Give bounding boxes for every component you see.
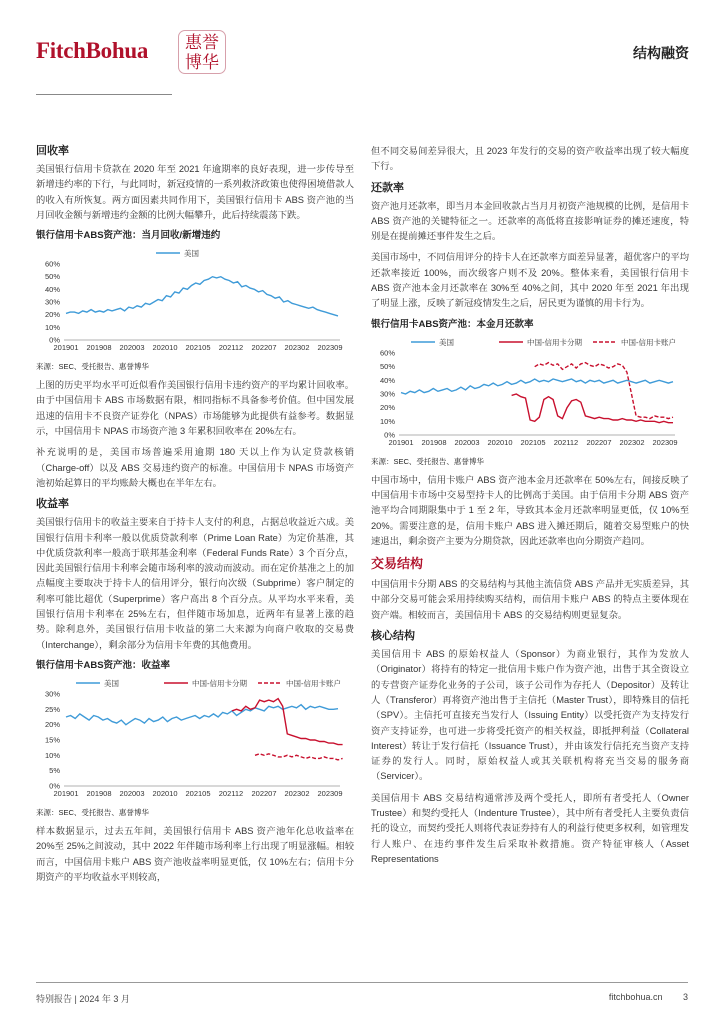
y-tick-label: 15% bbox=[44, 735, 60, 745]
paragraph: 但不同交易间差异很大，且 2023 年发行的交易的资产收益率出现了较大幅度下行。 bbox=[371, 146, 689, 172]
header-divider bbox=[36, 94, 172, 95]
y-tick-label: 50% bbox=[379, 361, 395, 371]
series-line bbox=[512, 394, 673, 423]
x-tick-label: 202302 bbox=[284, 343, 310, 353]
x-tick-label: 202207 bbox=[251, 788, 277, 798]
x-tick-label: 202010 bbox=[487, 437, 513, 447]
x-tick-label: 202207 bbox=[586, 437, 612, 447]
x-tick-label: 202309 bbox=[652, 437, 678, 447]
x-tick-label: 202112 bbox=[218, 343, 244, 353]
paragraph: 资产池月还款率，即当月本金回收款占当月月初资产池规模的比例，是信用卡 ABS 资产池的关键特征之一。还款率的高低将直接影响证券的摊还速度，特别是在提前摊还事件发生之后。 bbox=[371, 200, 689, 242]
series-line bbox=[66, 705, 338, 725]
paragraph: 美国信用卡 ABS 的原始权益人（Sponsor）为商业银行，其作为发放人（Originator）将持有的特定一批信用卡账户作为资产池，出售于其全资设立的专营资产证券化业务的子公司，该子公司作为存托人（Depositor）及转让人（Transferor）再将资产池出售于主信托（Master Trust），即特殊目的信托（SPV）。主信托可直接充当发行人（Issuing Entity）以受托资产为支持发行资产支持证券，也可进一步将受托资产的相关权益，即抵押利益（Collateral Interest）转让于发行信托（Issuance Trust），并由该发行信托充当资产支持证券的发行人。同时，原始权益人或其关联机构将充当交易的服务商（Servicer）。 bbox=[371, 649, 689, 782]
x-tick-label: 202003 bbox=[119, 788, 145, 798]
footer-right bbox=[591, 992, 688, 1002]
series-line bbox=[232, 699, 343, 745]
footer-divider bbox=[36, 982, 688, 983]
chart-title: 银行信用卡ABS资产池：当月回收/新增违约 bbox=[36, 230, 221, 242]
heading-transaction-structure: 交易结构 bbox=[371, 556, 424, 572]
x-tick-label: 201901 bbox=[53, 343, 79, 353]
footer-report-label: 特别报告 | 2024 年 3 月 bbox=[36, 994, 130, 1004]
x-tick-label: 202309 bbox=[317, 343, 343, 353]
legend-label: 中国-信用卡分期 bbox=[527, 337, 582, 347]
y-tick-label: 10% bbox=[379, 416, 395, 426]
paragraph: 上图的历史平均水平可近似看作美国银行信用卡违约资产的平均累计回收率。由于中国信用卡 ABS 市场数据有限，相同指标不具备参考价值。但中国发展迅速的信用卡不良资产证券化（NPAS）市场能够为此提供有益参考。数据显示，中国信用卡 NPAS 市场资产池 3 年累积回收率在 20%左右。 bbox=[36, 380, 354, 437]
y-tick-label: 30% bbox=[44, 689, 60, 699]
legend-label: 美国 bbox=[104, 678, 119, 688]
y-tick-label: 20% bbox=[44, 310, 60, 320]
x-tick-label: 202302 bbox=[619, 437, 645, 447]
y-tick-label: 10% bbox=[44, 750, 60, 760]
legend-label: 中国-信用卡账户 bbox=[621, 337, 676, 347]
series-line bbox=[255, 754, 343, 760]
seal-line-2: 博华 bbox=[185, 53, 219, 73]
x-tick-label: 202003 bbox=[454, 437, 480, 447]
paragraph: 美国银行信用卡的收益主要来自于持卡人支付的利息，占据总收益近六成。美国银行信用卡利率一般以优质贷款利率（Prime Loan Rate）为定价基准，其中优质贷款利率一般高于联邦基金利率（Federal Funds Rate）3 个百分点，因此美国银行信用卡利率会随市场利率的波动而波动。而在定价基准之上的加点幅度主要取决于持卡人的信用评分，银行向次级（Subprime）客户制定的利率可能比超优（Superprime）客户高出 8 个百分点。从平均水平来看，美国银行信用卡利率在 25%左右，但伴随市场加息，近两年有显著上涨的趋势。除利息外，美国银行信用卡收益的第二大来源为向商户收取的交易费（Interchange），剩余部分为信用卡年费的其他费用。 bbox=[36, 517, 354, 650]
x-tick-label: 202105 bbox=[520, 437, 546, 447]
y-tick-label: 25% bbox=[44, 704, 60, 714]
legend-label: 中国-信用卡分期 bbox=[192, 678, 247, 688]
x-tick-label: 201908 bbox=[421, 437, 447, 447]
page-number: 3 bbox=[682, 992, 688, 1002]
heading-payment-rate: 还款率 bbox=[371, 181, 404, 194]
x-tick-label: 202112 bbox=[218, 788, 244, 798]
y-tick-label: 20% bbox=[379, 402, 395, 412]
company-logo-text: FitchBohua bbox=[36, 38, 149, 63]
x-tick-label: 201901 bbox=[388, 437, 414, 447]
y-tick-label: 0% bbox=[384, 430, 395, 440]
series-line bbox=[66, 277, 338, 316]
x-tick-label: 202010 bbox=[152, 788, 178, 798]
y-tick-label: 0% bbox=[49, 781, 60, 791]
x-tick-label: 202105 bbox=[185, 788, 211, 798]
x-tick-label: 202010 bbox=[152, 343, 178, 353]
y-tick-label: 60% bbox=[44, 259, 60, 269]
y-tick-label: 50% bbox=[44, 272, 60, 282]
section-title: 结构融资 bbox=[633, 45, 689, 61]
paragraph: 中国市场中，信用卡账户 ABS 资产池本金月还款率在 50%左右，间接反映了中国信用卡市场中交易型持卡人的比例高于美国。由于信用卡分期 ABS 资产池平均合同期限集中于 1 至 2 年，导致其本金月还款率明显更低，仅 10%至 20%。需要注意的是，信用卡账户 ABS 进入摊还期后，随着交易型账户的快速退出，剩余资产主要为分期贷款，因此还款率也向分期资产趋同。 bbox=[371, 474, 689, 546]
paragraph: 补充说明的是，美国市场普遍采用逾期 180 天以上作为认定贷款核销（Charge-off）以及 ABS 交易违约资产的标准。中国信用卡 NPAS 市场资产池初始起算日的平均账龄大概也在半年左右。 bbox=[36, 447, 354, 488]
legend-label: 美国 bbox=[439, 337, 454, 347]
x-tick-label: 202207 bbox=[251, 343, 277, 353]
chart-source: 来源：SEC、受托报告、惠誉博华 bbox=[36, 807, 149, 817]
chart-title: 银行信用卡ABS资产池：本金月还款率 bbox=[371, 318, 534, 330]
y-tick-label: 10% bbox=[44, 323, 60, 333]
y-tick-label: 30% bbox=[379, 389, 395, 399]
legend-label: 美国 bbox=[184, 249, 199, 259]
x-tick-label: 201908 bbox=[86, 788, 112, 798]
seal-line-1: 惠誉 bbox=[185, 33, 219, 53]
y-tick-label: 5% bbox=[49, 766, 60, 776]
y-tick-label: 40% bbox=[379, 375, 395, 385]
series-line bbox=[401, 379, 673, 394]
x-tick-label: 201908 bbox=[86, 343, 112, 353]
yield-chart bbox=[36, 674, 354, 802]
y-tick-label: 60% bbox=[379, 348, 395, 358]
y-tick-label: 20% bbox=[44, 720, 60, 730]
heading-yield: 收益率 bbox=[36, 498, 69, 511]
payment-rate-chart bbox=[371, 333, 689, 451]
x-tick-label: 202112 bbox=[553, 437, 579, 447]
heading-recovery: 回收率 bbox=[36, 145, 69, 157]
chart-title: 银行信用卡ABS资产池：收益率 bbox=[36, 659, 171, 671]
paragraph: 样本数据显示，过去五年间，美国银行信用卡 ABS 资产池年化总收益率在 20%至 25%之间波动，其中 2022 年伴随市场利率上行出现了明显涨幅。相较而言，中国信用卡账户 ABS 资产池收益率明显更低，仅 10%左右；信用卡分期资产的平均收益水平则较高， bbox=[36, 825, 354, 882]
right-column bbox=[371, 144, 689, 873]
heading-core-structure: 核心结构 bbox=[371, 630, 415, 643]
x-tick-label: 202105 bbox=[185, 343, 211, 353]
paragraph: 中国信用卡分期 ABS 的交易结构与其他主流信贷 ABS 产品并无实质差异，其中部分交易可能会采用持续购买结构，而信用卡账户 ABS 的特点主要体现在资产端。相较而言，美国信用卡 ABS 的交易结构则更显复杂。 bbox=[371, 579, 689, 620]
x-tick-label: 202309 bbox=[317, 788, 343, 798]
company-seal-logo bbox=[178, 30, 226, 74]
y-tick-label: 30% bbox=[44, 297, 60, 307]
chart-source: 来源：SEC、受托报告、惠誉博华 bbox=[371, 456, 484, 466]
y-tick-label: 0% bbox=[49, 335, 60, 345]
recovery-chart bbox=[36, 244, 354, 356]
x-tick-label: 202302 bbox=[284, 788, 310, 798]
paragraph: 美国信用卡 ABS 交易结构通常涉及两个受托人，即所有者受托人（Owner Trustee）和契约受托人（Indenture Trustee），其中所有者受托人主要负责信托的设立，而契约受托人则将代表证券持有人的利益行使更多权利，如管理发行人账户、在违约事件发生后采取补救措施。资产特征审核人（Asset Representations bbox=[371, 792, 689, 864]
paragraph: 美国市场中，不同信用评分的持卡人在还款率方面差异显著，超优客户的平均还款率接近 100%，而次级客户则不及 20%。整体来看，美国银行信用卡 ABS 资产池本金月还款率在 30%至 40%之间，其中 2020 年至 2021 年出现了明显上涨，反映了新冠疫情发生之后，居民更为谨慎的用卡行为。 bbox=[371, 252, 689, 309]
legend-label: 中国-信用卡账户 bbox=[286, 678, 341, 688]
paragraph: 美国银行信用卡贷款在 2020 年至 2021 年逾期率的良好表现，进一步传导至新增违约率的下行，与此同时，新冠疫情的一系列救济政策也使得困境借款人的收入有所恢复。两方面因素共同作用下，美国银行信用卡 ABS 资产池的当月回收金额与新增违约金额的比例大幅攀升，此后持续震荡下跌。 bbox=[36, 164, 354, 220]
y-tick-label: 40% bbox=[44, 285, 60, 295]
footer-website: fitchbohua.cn bbox=[608, 992, 663, 1002]
left-column bbox=[36, 144, 354, 891]
x-tick-label: 201901 bbox=[53, 788, 79, 798]
x-tick-label: 202003 bbox=[119, 343, 145, 353]
chart-source: 来源：SEC、受托报告、惠誉博华 bbox=[36, 362, 149, 372]
